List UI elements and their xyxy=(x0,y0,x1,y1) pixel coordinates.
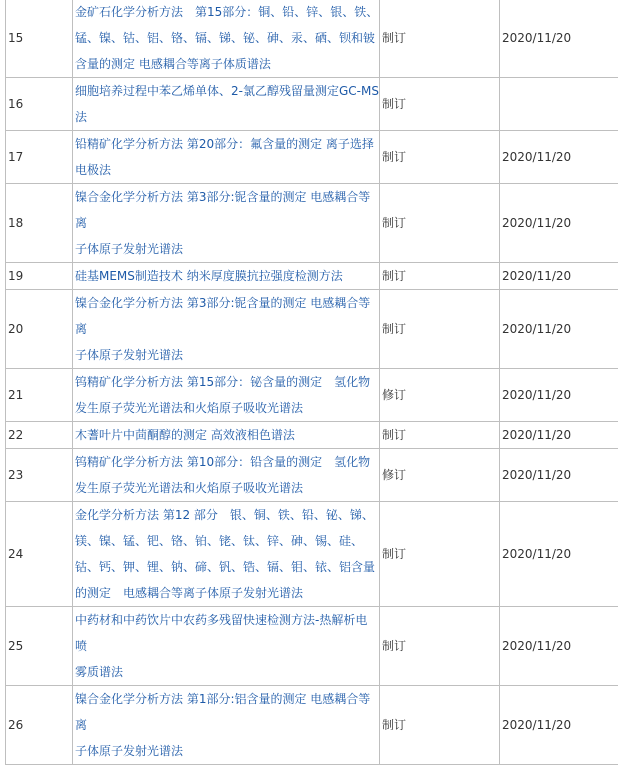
project-type: 制订 xyxy=(380,131,500,184)
project-type: 制订 xyxy=(380,502,500,607)
release-date: 2020/11/20 xyxy=(500,686,618,765)
release-date: 2020/11/20 xyxy=(500,449,618,502)
table-row xyxy=(6,502,618,607)
project-type: 制订 xyxy=(380,263,500,290)
project-type: 制订 xyxy=(380,290,500,369)
table-row xyxy=(6,686,618,765)
table-row xyxy=(6,263,618,290)
standard-name-cell xyxy=(73,502,380,607)
standard-name-cell xyxy=(73,686,380,765)
standard-name-link[interactable]: 镍合金化学分析方法 第3部分:铌含量的测定 电感耦合等离 子体原子发射光谱法 xyxy=(75,184,379,262)
standards-table xyxy=(5,0,618,765)
project-type: 制订 xyxy=(380,686,500,765)
standard-name-cell xyxy=(73,369,380,422)
standard-name-link[interactable]: 木蓍叶片中茴酮醇的测定 高效液相色谱法 xyxy=(75,422,379,448)
standard-name-link[interactable]: 金化学分析方法 第12 部分 银、铜、铁、铅、铋、锑、 镁、镍、锰、钯、铬、铂、铑、钛、锌、砷、锡、硅、 钴、钙、钾、锂、钠、碲、钒、锆、镉、钼、铱、铝含量 的测定 电感耦合等离子体原子发射光谱法 xyxy=(75,502,379,606)
table-row xyxy=(6,131,618,184)
project-type: 制订 xyxy=(380,78,500,131)
row-number: 21 xyxy=(6,369,73,422)
standard-name-cell xyxy=(73,422,380,449)
standard-name-cell xyxy=(73,263,380,290)
project-type: 制订 xyxy=(380,0,500,78)
row-number: 17 xyxy=(6,131,73,184)
row-number: 24 xyxy=(6,502,73,607)
project-type: 修订 xyxy=(380,369,500,422)
table-row xyxy=(6,449,618,502)
row-number: 20 xyxy=(6,290,73,369)
row-number: 19 xyxy=(6,263,73,290)
project-type: 制订 xyxy=(380,607,500,686)
table-row xyxy=(6,0,618,78)
standard-name-cell xyxy=(73,290,380,369)
release-date: 2020/11/20 xyxy=(500,502,618,607)
standards-table-body xyxy=(6,0,618,765)
standard-name-link[interactable]: 钨精矿化学分析方法 第15部分：铋含量的测定 氢化物 发生原子荧光光谱法和火焰原子吸收光谱法 xyxy=(75,369,379,421)
row-number: 23 xyxy=(6,449,73,502)
release-date: 2020/11/20 xyxy=(500,0,618,78)
standard-name-link[interactable]: 镍合金化学分析方法 第1部分:铝含量的测定 电感耦合等离 子体原子发射光谱法 xyxy=(75,686,379,764)
release-date: 2020/11/20 xyxy=(500,607,618,686)
row-number: 18 xyxy=(6,184,73,263)
standard-name-link[interactable]: 中药材和中药饮片中农药多残留快速检测方法-热解析电喷 雾质谱法 xyxy=(75,607,379,685)
standard-name-link[interactable]: 金矿石化学分析方法 第15部分：铜、铅、锌、银、铁、 锰、镍、钴、铝、铬、镉、锑、铋、砷、汞、硒、钡和铍 含量的测定 电感耦合等离子体质谱法 xyxy=(75,0,379,77)
release-date: 2020/11/20 xyxy=(500,184,618,263)
release-date: 2020/11/20 xyxy=(500,422,618,449)
standard-name-cell xyxy=(73,184,380,263)
standard-name-cell xyxy=(73,0,380,78)
project-type: 修订 xyxy=(380,449,500,502)
row-number: 26 xyxy=(6,686,73,765)
standard-name-link[interactable]: 硅基MEMS制造技术 纳米厚度膜抗拉强度检测方法 xyxy=(75,263,379,289)
row-number: 16 xyxy=(6,78,73,131)
project-type: 制订 xyxy=(380,184,500,263)
release-date xyxy=(500,78,618,131)
standard-name-link[interactable]: 镍合金化学分析方法 第3部分:铌含量的测定 电感耦合等离 子体原子发射光谱法 xyxy=(75,290,379,368)
row-number: 15 xyxy=(6,0,73,78)
release-date: 2020/11/20 xyxy=(500,263,618,290)
table-row xyxy=(6,78,618,131)
standard-name-link[interactable]: 铅精矿化学分析方法 第20部分：氟含量的测定 离子选择 电极法 xyxy=(75,131,379,183)
table-row xyxy=(6,184,618,263)
table-row xyxy=(6,422,618,449)
release-date: 2020/11/20 xyxy=(500,131,618,184)
standard-name-cell xyxy=(73,131,380,184)
table-row xyxy=(6,290,618,369)
standard-name-link[interactable]: 细胞培养过程中苯乙烯单体、2-氯乙醇残留量测定GC-MS 法 xyxy=(75,78,379,130)
standard-name-cell xyxy=(73,78,380,131)
table-row xyxy=(6,369,618,422)
row-number: 22 xyxy=(6,422,73,449)
row-number: 25 xyxy=(6,607,73,686)
project-type: 制订 xyxy=(380,422,500,449)
release-date: 2020/11/20 xyxy=(500,290,618,369)
standard-name-cell xyxy=(73,449,380,502)
standard-name-link[interactable]: 钨精矿化学分析方法 第10部分：铅含量的测定 氢化物 发生原子荧光光谱法和火焰原子吸收光谱法 xyxy=(75,449,379,501)
release-date: 2020/11/20 xyxy=(500,369,618,422)
